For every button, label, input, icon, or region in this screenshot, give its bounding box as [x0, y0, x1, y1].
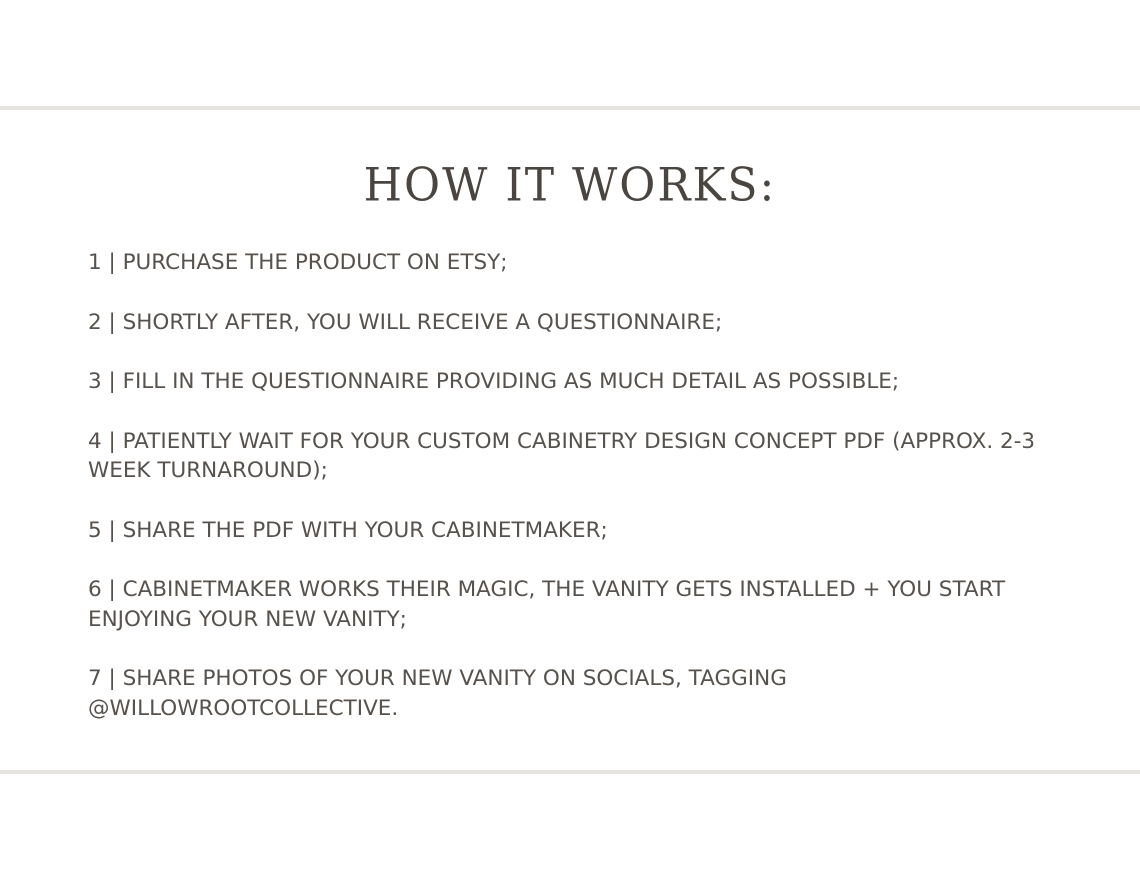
step-item-4: 4 | PATIENTLY WAIT FOR YOUR CUSTOM CABINETRY DESIGN CONCEPT PDF (APPROX. 2-3 WEEK TURNAROUND);	[88, 428, 1036, 483]
bottom-divider	[0, 770, 1140, 774]
step-item-1: 1 | PURCHASE THE PRODUCT ON ETSY;	[88, 250, 508, 275]
step-item-2: 2 | SHORTLY AFTER, YOU WILL RECEIVE A QUESTIONNAIRE;	[88, 309, 723, 335]
step-item-3: 3 | FILL IN THE QUESTIONNAIRE PROVIDING AS MUCH DETAIL AS POSSIBLE;	[88, 369, 900, 394]
steps-list	[88, 248, 1078, 753]
page-title: HOW IT WORKS:	[363, 158, 777, 213]
top-divider	[0, 106, 1140, 110]
step-item-6: 6 | CABINETMAKER WORKS THEIR MAGIC, THE VANITY GETS INSTALLED + YOU START ENJOYING YOUR NEW VANITY;	[88, 577, 1006, 632]
step-item-7: 7 | SHARE PHOTOS OF YOUR NEW VANITY ON SOCIALS, TAGGING @WILLOWROOTCOLLECTIVE.	[88, 666, 787, 721]
step-item-5: 5 | SHARE THE PDF WITH YOUR CABINETMAKER;	[88, 517, 608, 543]
